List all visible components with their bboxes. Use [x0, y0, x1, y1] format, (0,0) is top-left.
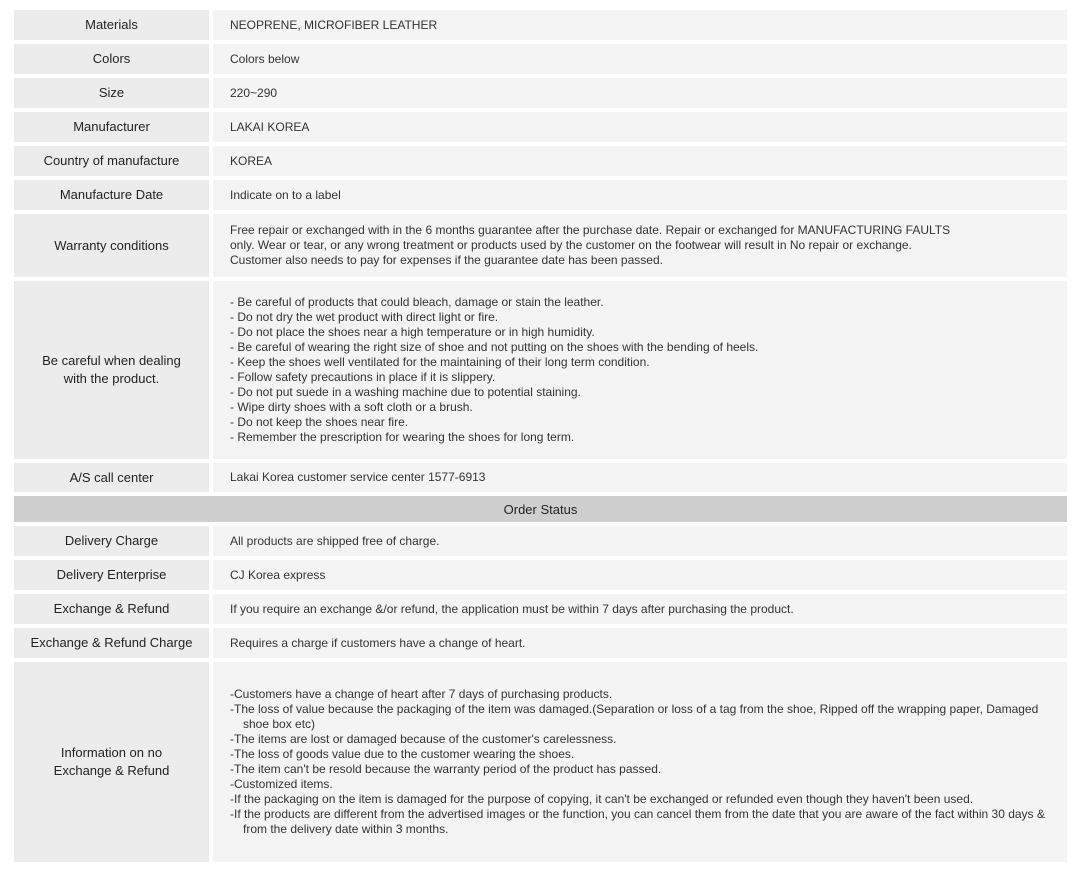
row-delivery-charge: [14, 526, 1067, 556]
row-value: Colors below: [213, 44, 1067, 74]
row-care: [14, 281, 1067, 459]
row-value: 220~290: [213, 78, 1067, 108]
care-line: - Do not place the shoes near a high temperature or in high humidity.: [230, 325, 595, 339]
row-value: KOREA: [213, 146, 1067, 176]
no-exchange-line: -The loss of goods value due to the customer wearing the shoes.: [230, 747, 575, 761]
row-value: Requires a charge if customers have a change of heart.: [213, 628, 1067, 658]
warranty-line: Customer also needs to pay for expenses if the guarantee date has been passed.: [230, 253, 663, 267]
row-colors: [14, 44, 1067, 74]
no-exchange-line: -The loss of value because the packaging of the item was damaged.(Separation or loss of a tag from the shoe, Ripped off the wrapping paper, Damaged shoe box etc): [230, 702, 1039, 731]
no-exchange-line: -The items are lost or damaged because of the customer's carelessness.: [230, 732, 617, 746]
product-info-table: [14, 10, 1067, 866]
care-line: - Do not keep the shoes near fire.: [230, 415, 409, 429]
row-value: CJ Korea express: [213, 560, 1067, 590]
row-label: Colors: [14, 44, 209, 74]
care-line: - Do not dry the wet product with direct light or fire.: [230, 310, 499, 324]
no-exchange-line: -If the packaging on the item is damaged for the purpose of copying, it can't be exchanged or refunded even though they haven't been used.: [230, 792, 974, 806]
row-label: Materials: [14, 10, 209, 40]
row-exchange-refund: [14, 594, 1067, 624]
order-status-header: Order Status: [14, 496, 1067, 522]
row-value: All products are shipped free of charge.: [213, 526, 1067, 556]
row-materials: [14, 10, 1067, 40]
row-value: [213, 662, 1067, 862]
row-value: NEOPRENE, MICROFIBER LEATHER: [213, 10, 1067, 40]
warranty-line: only. Wear or tear, or any wrong treatment or products used by the customer on the footwear will result in No repair or exchange.: [230, 238, 912, 252]
care-line: - Be careful of wearing the right size of shoe and not putting on the shoes with the bending of heels.: [230, 340, 759, 354]
row-country: [14, 146, 1067, 176]
row-value: If you require an exchange &/or refund, the application must be within 7 days after purchasing the product.: [213, 594, 1067, 624]
warranty-line: Free repair or exchanged with in the 6 months guarantee after the purchase date. Repair or exchanged for MANUFACTURING FAULTS: [230, 223, 951, 237]
row-value: Indicate on to a label: [213, 180, 1067, 210]
row-delivery-enterprise: [14, 560, 1067, 590]
row-label: Delivery Enterprise: [14, 560, 209, 590]
row-as-center: [14, 463, 1067, 492]
row-manufacturer: [14, 112, 1067, 142]
care-line: - Remember the prescription for wearing the shoes for long term.: [230, 430, 575, 444]
no-exchange-line: -The item can't be resold because the warranty period of the product has passed.: [230, 762, 662, 776]
row-value: [213, 281, 1067, 459]
row-size: [14, 78, 1067, 108]
row-label: Information on no Exchange & Refund: [14, 662, 209, 862]
row-warranty: [14, 214, 1067, 277]
no-exchange-line: -Customized items.: [230, 777, 333, 791]
care-line: - Wipe dirty shoes with a soft cloth or a brush.: [230, 400, 473, 414]
row-label: Delivery Charge: [14, 526, 209, 556]
care-line: - Follow safety precautions in place if it is slippery.: [230, 370, 496, 384]
row-label: Manufacturer: [14, 112, 209, 142]
row-label: Exchange & Refund Charge: [14, 628, 209, 658]
row-no-exchange: [14, 662, 1067, 862]
row-label: A/S call center: [14, 463, 209, 492]
row-exchange-refund-charge: [14, 628, 1067, 658]
row-label: Country of manufacture: [14, 146, 209, 176]
row-value: LAKAI KOREA: [213, 112, 1067, 142]
care-line: - Do not put suede in a washing machine due to potential staining.: [230, 385, 581, 399]
row-manufacture-date: [14, 180, 1067, 210]
row-label: Warranty conditions: [14, 214, 209, 277]
row-label: Size: [14, 78, 209, 108]
no-exchange-line: -If the products are different from the advertised images or the function, you can cancel them from the date that you are aware of the fact within 30 days & from the delivery date within 3 months.: [230, 807, 1045, 836]
care-line: - Keep the shoes well ventilated for the maintaining of their long term condition.: [230, 355, 650, 369]
row-label: Exchange & Refund: [14, 594, 209, 624]
row-value: [213, 214, 1067, 277]
row-label: Be careful when dealing with the product.: [14, 281, 209, 459]
no-exchange-line: -Customers have a change of heart after 7 days of purchasing products.: [230, 687, 613, 701]
row-value: Lakai Korea customer service center 1577-6913: [213, 463, 1067, 492]
care-line: - Be careful of products that could bleach, damage or stain the leather.: [230, 295, 604, 309]
row-label: Manufacture Date: [14, 180, 209, 210]
